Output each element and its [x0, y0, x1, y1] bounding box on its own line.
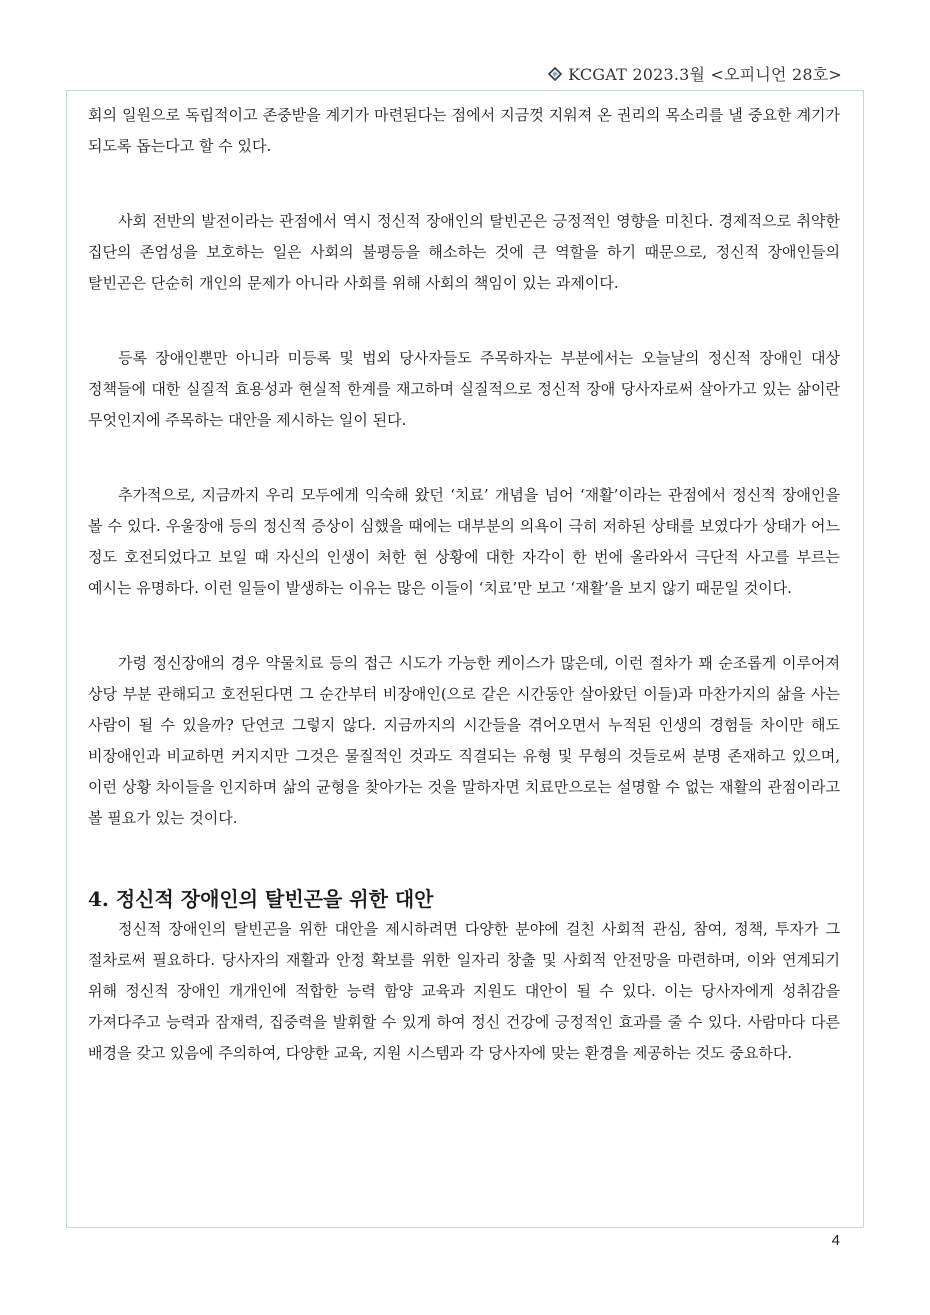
paragraph-3: 등록 장애인뿐만 아니라 미등록 및 법외 당사자들도 주목하자는 부분에서는 오늘날의 정신적 장애인 대상 정책들에 대한 실질적 효용성과 현실적 한계를 재고하며 실질적으로 정신적 장애 당사자로써 살아가고 있는 삶이란 무엇인지에 주목하는 대안을 제시하는 일이 된다. [88, 349, 840, 429]
paragraph-1: 회의 일원으로 독립적이고 존중받을 계기가 마련된다는 점에서 지금껏 지워져 온 권리의 목소리를 낼 중요한 계기가 되도록 돕는다고 할 수 있다. [88, 106, 840, 155]
paragraph-5: 가령 정신장애의 경우 약물치료 등의 접근 시도가 가능한 케이스가 많은데, 이런 절차가 꽤 순조롭게 이루어져 상당 부분 관해되고 호전된다면 그 순간부터 비장애인(으로 같은 시간동안 살아왔던 이들)과 마찬가지의 삶을 사는 사람이 될 수 있을까? 단연코 그렇지 않다. 지금까지의 시간들을 겪어오면서 누적된 인생의 경험들 차이만 해도 비장애인과 비교하면 커지지만 그것은 물질적인 것과도 직결되는 유형 및 무형의 것들로써 분명 존재하고 있으며, 이런 상황 차이들을 인지하며 삶의 균형을 찾아가는 것을 말하자면 치료만으로는 설명할 수 없는 재활의 관점이라고 볼 필요가 있는 것이다. [88, 654, 840, 827]
page-header [548, 62, 842, 85]
diamond-icon [548, 67, 562, 81]
page-number: 4 [831, 1232, 840, 1249]
paragraph-2: 사회 전반의 발전이라는 관점에서 역시 정신적 장애인의 탈빈곤은 긍정적인 영향을 미친다. 경제적으로 취약한 집단의 존엄성을 보호하는 일은 사회의 불평등을 해소하는 것에 큰 역할을 하기 때문으로, 정신적 장애인들의 탈빈곤은 단순히 개인의 문제가 아니라 사회를 위해 사회의 책임이 있는 과제이다. [88, 212, 840, 292]
section-title: 4. 정신적 장애인의 탈빈곤을 위한 대안 [88, 887, 434, 911]
header-title: KCGAT 2023.3월 <오피니언 28호> [568, 65, 842, 84]
paragraph-4: 추가적으로, 지금까지 우리 모두에게 익숙해 왔던 ‘치료’ 개념을 넘어 ‘재활’이라는 관점에서 정신적 장애인을 볼 수 있다. 우울장애 등의 정신적 증상이 심했을 때에는 대부분의 의욕이 극히 저하된 상태를 보였다가 상태가 어느 정도 호전되었다고 보일 때 자신의 인생이 처한 현 상황에 대한 자각이 한 번에 올라와서 극단적 사고를 부르는 예시는 유명하다. 이런 일들이 발생하는 이유는 많은 이들이 ‘치료’만 보고 ‘재활’을 보지 않기 때문일 것이다. [88, 486, 840, 597]
document-body [88, 100, 840, 1069]
paragraph-6: 정신적 장애인의 탈빈곤을 위한 대안을 제시하려면 다양한 분야에 걸친 사회적 관심, 참여, 정책, 투자가 그 절차로써 필요하다. 당사자의 재활과 안정 확보를 위한 일자리 창출 및 사회적 안전망을 마련하며, 이와 연계되기 위해 정신적 장애인 개개인에 적합한 능력 함양 교육과 지원도 대안이 될 수 있다. 이는 당사자에게 성취감을 가져다주고 능력과 잠재력, 집중력을 발휘할 수 있게 하여 정신 건강에 긍정적인 효과를 줄 수 있다. 사람마다 다른 배경을 갖고 있음에 주의하여, 다양한 교육, 지원 시스템과 각 당사자에 맞는 환경을 제공하는 것도 중요하다. [88, 920, 840, 1062]
